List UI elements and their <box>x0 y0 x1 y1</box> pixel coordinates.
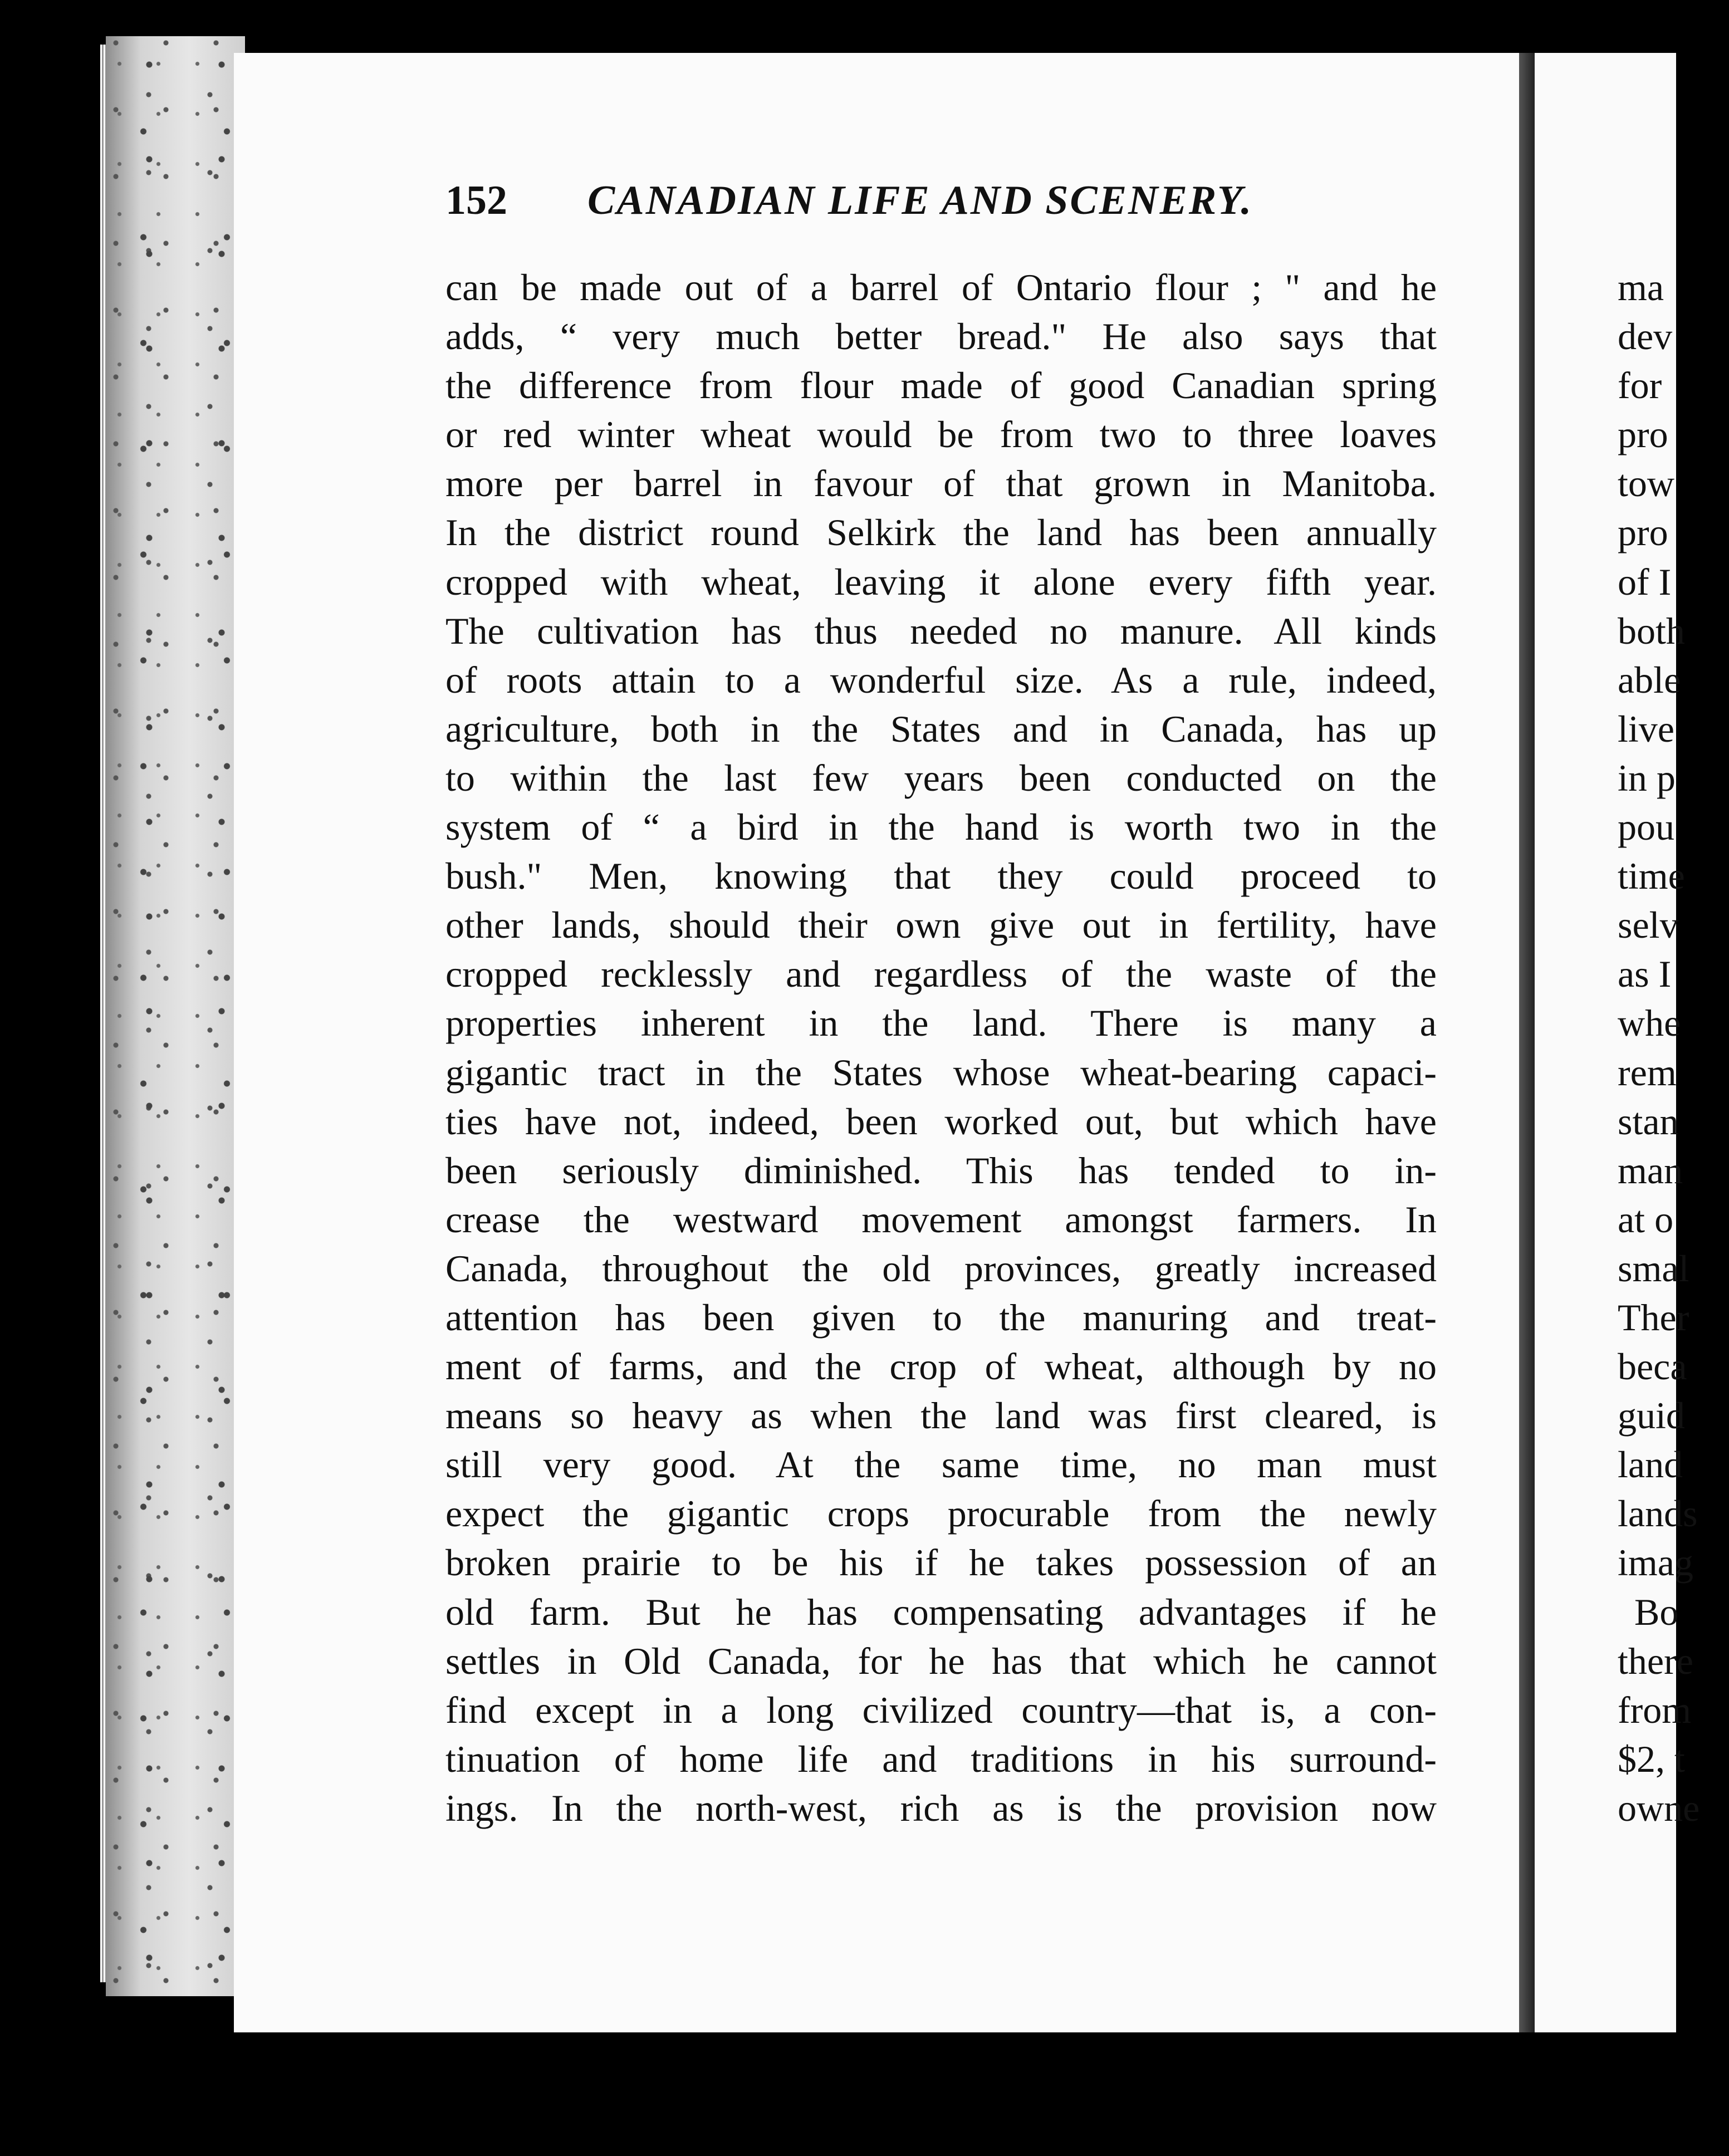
text-line: properties inherent in the land. There is many a <box>445 1002 1437 1045</box>
page-stack-edge <box>106 36 245 1996</box>
facing-page-line: there <box>1618 1639 1693 1682</box>
text-line: of roots attain to a wonderful size. As a rule, indeed, <box>445 658 1437 701</box>
facing-page-line: Bo <box>1634 1590 1679 1633</box>
text-line: find except in a long civilized country—that is, a con- <box>445 1688 1437 1731</box>
facing-page-line: pro <box>1618 511 1668 554</box>
facing-page-line: from <box>1618 1688 1692 1731</box>
facing-page-line: time <box>1618 855 1685 898</box>
facing-page-line: guid <box>1618 1394 1685 1437</box>
book-gutter <box>1519 53 1535 2032</box>
facing-page-line: man <box>1618 1149 1683 1192</box>
text-line: can be made out of a barrel of Ontario flour ; " and he <box>445 266 1437 308</box>
facing-page-line: at o <box>1618 1198 1674 1241</box>
text-line: agriculture, both in the States and in Canada, has up <box>445 707 1437 750</box>
text-line: still very good. At the same time, no man must <box>445 1443 1437 1486</box>
facing-page-line: land <box>1618 1443 1683 1486</box>
text-line: In the district round Selkirk the land has been annually <box>445 511 1437 554</box>
text-line: adds, “ very much better bread." He also says that <box>445 315 1437 358</box>
facing-page-line: smal <box>1618 1247 1689 1290</box>
text-line: cropped recklessly and regardless of the waste of the <box>445 953 1437 996</box>
facing-page-line: able <box>1618 658 1681 701</box>
facing-page-text <box>1618 263 1729 1832</box>
text-line: ings. In the north-west, rich as is the provision now <box>445 1786 1437 1829</box>
text-line: settles in Old Canada, for he has that which he cannot <box>445 1639 1437 1682</box>
text-line: system of “ a bird in the hand is worth two in the <box>445 806 1437 849</box>
facing-page-line: tow <box>1618 462 1674 505</box>
text-line: attention has been given to the manuring and treat- <box>445 1296 1437 1339</box>
facing-page-line: rem <box>1618 1051 1677 1094</box>
text-line: tinuation of home life and traditions in his surround- <box>445 1737 1437 1780</box>
text-line: crease the westward movement amongst farmers. In <box>445 1198 1437 1241</box>
text-line: broken prairie to be his if he takes possession of an <box>445 1541 1437 1584</box>
text-line: more per barrel in favour of that grown in Manitoba. <box>445 462 1437 505</box>
text-line: gigantic tract in the States whose wheat-bearing capaci- <box>445 1051 1437 1094</box>
text-line: to within the last few years been conducted on the <box>445 756 1437 799</box>
text-line: the difference from flour made of good Canadian spring <box>445 364 1437 407</box>
facing-page-line: Ther <box>1618 1296 1689 1339</box>
facing-page-line: lands <box>1618 1492 1698 1535</box>
page-number: 152 <box>445 178 507 223</box>
facing-page-line: stan <box>1618 1100 1679 1143</box>
facing-page-line: $2, t <box>1618 1737 1685 1780</box>
text-line: ment of farms, and the crop of wheat, although by no <box>445 1345 1437 1388</box>
facing-page-line: as I <box>1618 953 1672 996</box>
facing-page-line: pro <box>1618 413 1668 456</box>
facing-page-line: live <box>1618 707 1674 750</box>
facing-page-line: dev <box>1618 315 1673 358</box>
text-line: The cultivation has thus needed no manure. All kinds <box>445 609 1437 652</box>
text-line: old farm. But he has compensating advantages if he <box>445 1590 1437 1633</box>
facing-page-line: both <box>1618 609 1685 652</box>
body-text <box>445 263 1437 1832</box>
facing-page-line: pou <box>1618 806 1674 849</box>
facing-page-line: selv <box>1618 904 1679 947</box>
text-line: or red winter wheat would be from two to three loaves <box>445 413 1437 456</box>
text-line: cropped with wheat, leaving it alone every fifth year. <box>445 560 1437 603</box>
text-line: ties have not, indeed, been worked out, but which have <box>445 1100 1437 1143</box>
text-line: bush." Men, knowing that they could proceed to <box>445 855 1437 898</box>
text-line: other lands, should their own give out in fertility, have <box>445 904 1437 947</box>
facing-page-line: owne <box>1618 1786 1700 1829</box>
facing-page-line: ma <box>1618 266 1664 308</box>
text-line: expect the gigantic crops procurable from the newly <box>445 1492 1437 1535</box>
facing-page-line: in p <box>1618 756 1676 799</box>
page-header <box>440 177 1342 238</box>
facing-page-line: of I <box>1618 560 1672 603</box>
facing-page-line: imag <box>1618 1541 1693 1584</box>
facing-page-line: for <box>1618 364 1662 407</box>
facing-page-line: beca <box>1618 1345 1687 1388</box>
text-line: Canada, throughout the old provinces, greatly increased <box>445 1247 1437 1290</box>
running-title: CANADIAN LIFE AND SCENERY. <box>587 178 1253 223</box>
text-line: been seriously diminished. This has tended to in- <box>445 1149 1437 1192</box>
facing-page-line: whe <box>1618 1002 1681 1045</box>
text-line: means so heavy as when the land was first cleared, is <box>445 1394 1437 1437</box>
